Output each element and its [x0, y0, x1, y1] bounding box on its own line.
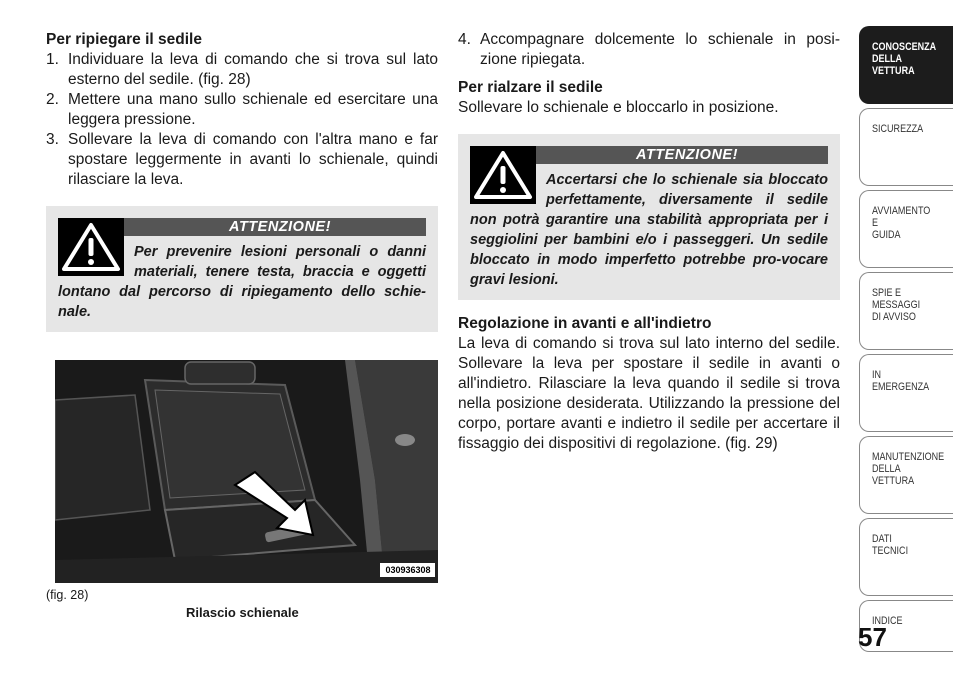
seat-release-figure: [55, 360, 438, 583]
warning-title: ATTENZIONE!: [58, 218, 426, 236]
list-item: 3. Sollevare la leva di comando con l'altra mano e far spostare leggermente in avanti lo schienale, quindi rilasciare la leva.: [46, 131, 438, 188]
tab-dati-tecnici[interactable]: DATI TECNICI: [859, 518, 953, 596]
figure-caption: Rilascio schienale: [186, 605, 299, 620]
list-item: 4. Accompagnare dolcemente lo schienale in posi-zione ripiegata.: [458, 31, 840, 68]
warning-text: Accertarsi che lo schienale sia bloccato perfettamente, diversamente il sedile non potrà garantire una stabilità appropriata per i seggiolini per bambini e/o i passeggeri. Un sedile bloccato in modo imperfetto potrebbe pro-vocare gravi lesioni.: [470, 172, 828, 288]
section-heading-fold: Per ripiegare il sedile: [46, 31, 202, 48]
tab-sicurezza[interactable]: SICUREZZA: [859, 108, 953, 186]
warning-box-right: [458, 134, 840, 300]
tab-spie-e-messaggi[interactable]: SPIE E MESSAGGI DI AVVISO: [859, 272, 953, 350]
figure-label: (fig. 28): [46, 588, 89, 602]
tab-manutenzione[interactable]: MANUTENZIONE DELLA VETTURA: [859, 436, 953, 514]
tab-conoscenza-della-vettura[interactable]: CONOSCENZA DELLA VETTURA: [859, 26, 953, 104]
warning-text: Per prevenire lesioni personali o danni materiali, tenere testa, braccia e oggetti lontano dal percorso di ripiegamento dello schie-nale.: [58, 244, 426, 320]
right-column: [458, 30, 840, 454]
page-number: 57: [858, 622, 887, 652]
fold-steps-continued: [458, 30, 840, 70]
left-column: [46, 30, 438, 332]
figure-code: 030936308: [385, 565, 431, 575]
fold-steps-list: [46, 50, 438, 190]
warning-title: ATTENZIONE!: [470, 146, 828, 164]
adjust-paragraph: La leva di comando si trova sul lato interno del sedile. Sollevare la leva per spostare il sedile in avanti o all'indietro. Rilasciare la leva quando il sedile si trova nella posizione desiderata. Utilizzando la pressione del corpo, portare avanti e indietro il sedile per accertare il fissaggio dei dispositivi di regolazione. (fig. 29): [458, 335, 840, 452]
tab-avviamento-e-guida[interactable]: AVVIAMENTO E GUIDA: [859, 190, 953, 268]
warning-triangle-icon: [470, 146, 536, 204]
chapter-sidebar: [856, 0, 960, 678]
tab-indice[interactable]: INDICE: [859, 600, 953, 652]
warning-triangle-icon: [58, 218, 124, 276]
list-item: 2. Mettere una mano sullo schienale ed esercitare una leggera pressione.: [46, 91, 438, 128]
section-heading-adjust: Regolazione in avanti e all'indietro: [458, 315, 712, 332]
section-heading-raise: Per rialzare il sedile: [458, 79, 603, 96]
warning-box-left: [46, 206, 438, 332]
list-item: 1. Individuare la leva di comando che si trova sul lato esterno del sedile. (fig. 28): [46, 51, 438, 88]
raise-paragraph: Sollevare lo schienale e bloccarlo in posizione.: [458, 99, 779, 116]
tab-in-emergenza[interactable]: IN EMERGENZA: [859, 354, 953, 432]
